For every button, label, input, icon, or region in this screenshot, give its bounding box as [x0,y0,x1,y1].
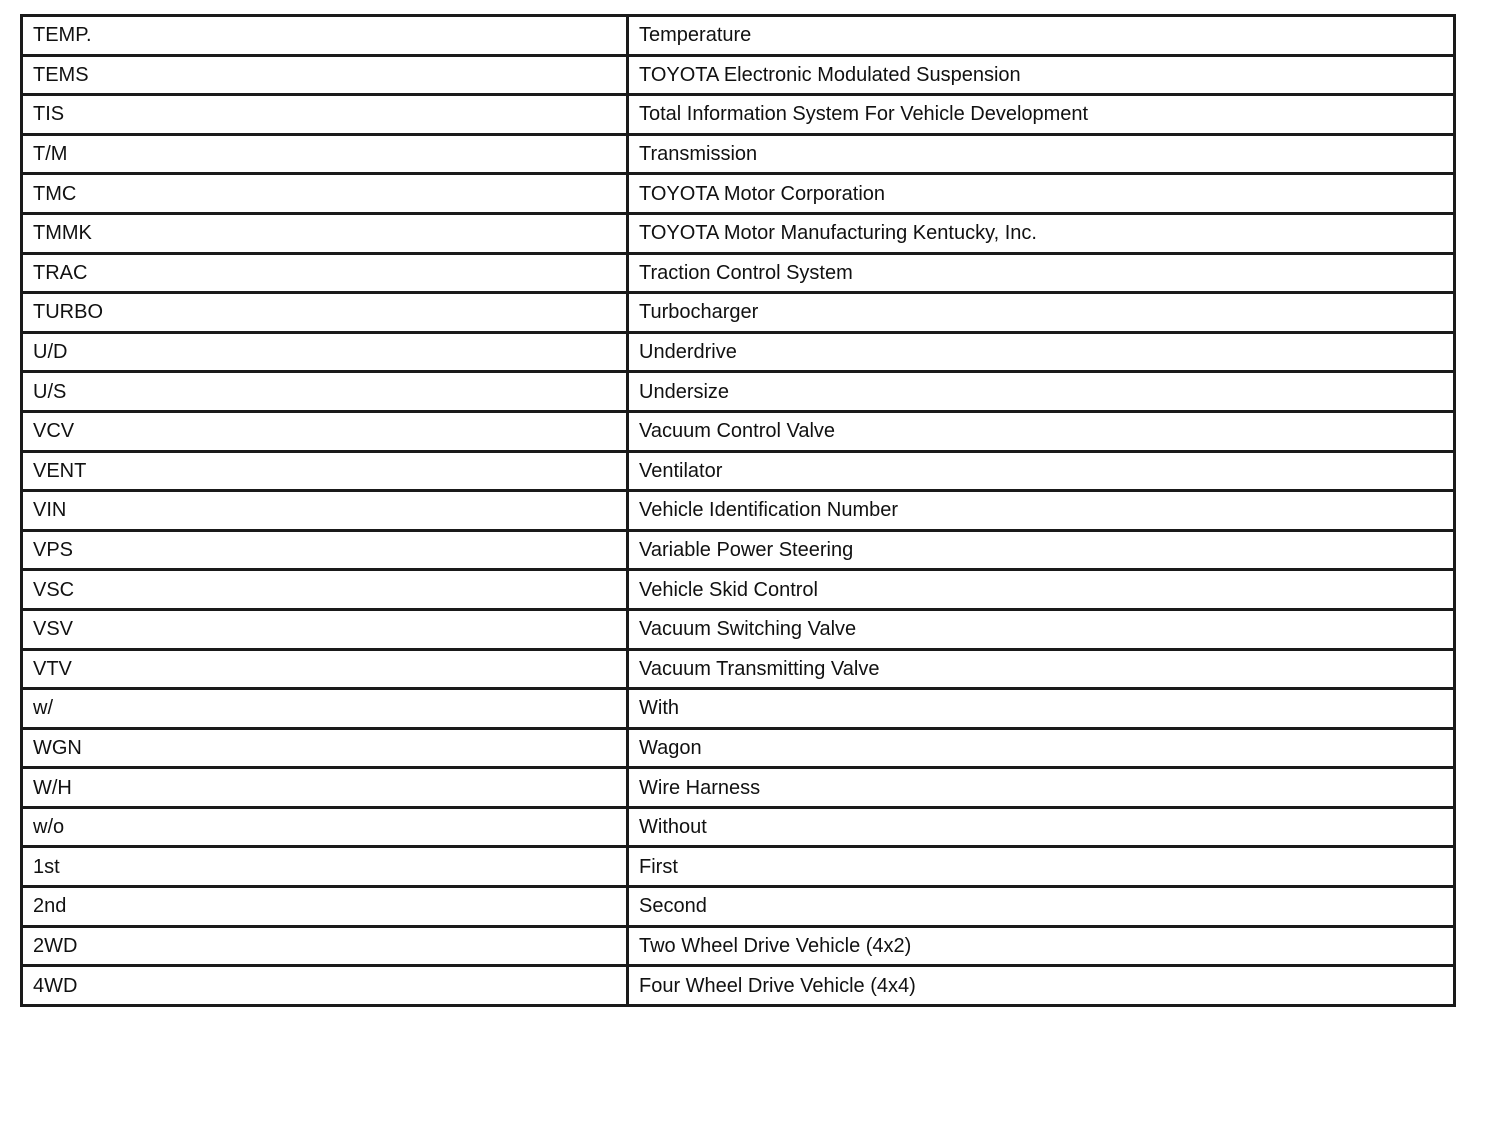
abbreviation-cell: TEMP. [22,16,628,56]
meaning-cell: TOYOTA Electronic Modulated Suspension [628,55,1455,95]
table-row [22,530,1455,570]
meaning-cell: Without [628,807,1455,847]
meaning-cell: Total Information System For Vehicle Development [628,95,1455,135]
abbreviation-cell: WGN [22,728,628,768]
table-row [22,134,1455,174]
meaning-cell: Vacuum Switching Valve [628,609,1455,649]
abbreviation-cell: TRAC [22,253,628,293]
abbreviation-cell: U/S [22,372,628,412]
meaning-cell: Underdrive [628,332,1455,372]
abbreviation-cell: VIN [22,491,628,531]
meaning-cell: Vacuum Control Valve [628,411,1455,451]
abbreviation-cell: VPS [22,530,628,570]
abbreviation-cell: VCV [22,411,628,451]
meaning-cell: TOYOTA Motor Corporation [628,174,1455,214]
table-row [22,966,1455,1006]
table-row [22,807,1455,847]
abbreviation-cell: TMC [22,174,628,214]
abbreviation-cell: VSC [22,570,628,610]
table-row [22,293,1455,333]
abbreviation-cell: 2WD [22,926,628,966]
table-row [22,451,1455,491]
abbreviation-cell: 1st [22,847,628,887]
table-row [22,926,1455,966]
table-row [22,609,1455,649]
table-row [22,570,1455,610]
meaning-cell: Two Wheel Drive Vehicle (4x2) [628,926,1455,966]
meaning-cell: Traction Control System [628,253,1455,293]
abbreviation-cell: T/M [22,134,628,174]
table-row [22,332,1455,372]
abbreviation-cell: W/H [22,768,628,808]
meaning-cell: With [628,689,1455,729]
table-row [22,728,1455,768]
abbreviation-cell: w/ [22,689,628,729]
meaning-cell: Second [628,887,1455,927]
table-row [22,55,1455,95]
abbreviation-table [20,14,1456,1007]
table-row [22,174,1455,214]
table-row [22,649,1455,689]
table-row [22,95,1455,135]
table-row [22,253,1455,293]
table-row [22,16,1455,56]
meaning-cell: Vacuum Transmitting Valve [628,649,1455,689]
table-row [22,411,1455,451]
abbreviation-cell: TURBO [22,293,628,333]
table-row [22,887,1455,927]
table-row [22,213,1455,253]
table-row [22,372,1455,412]
abbreviation-cell: w/o [22,807,628,847]
abbreviation-cell: TIS [22,95,628,135]
table-row [22,768,1455,808]
abbreviation-cell: U/D [22,332,628,372]
abbreviation-cell: VENT [22,451,628,491]
meaning-cell: Vehicle Identification Number [628,491,1455,531]
meaning-cell: Wagon [628,728,1455,768]
table-row [22,491,1455,531]
meaning-cell: Variable Power Steering [628,530,1455,570]
table-row [22,689,1455,729]
abbreviation-cell: TEMS [22,55,628,95]
meaning-cell: First [628,847,1455,887]
meaning-cell: Turbocharger [628,293,1455,333]
meaning-cell: TOYOTA Motor Manufacturing Kentucky, Inc. [628,213,1455,253]
abbreviation-cell: VTV [22,649,628,689]
meaning-cell: Transmission [628,134,1455,174]
table-row [22,847,1455,887]
meaning-cell: Vehicle Skid Control [628,570,1455,610]
abbreviation-cell: 2nd [22,887,628,927]
abbreviation-cell: VSV [22,609,628,649]
meaning-cell: Ventilator [628,451,1455,491]
meaning-cell: Four Wheel Drive Vehicle (4x4) [628,966,1455,1006]
abbreviation-cell: TMMK [22,213,628,253]
meaning-cell: Temperature [628,16,1455,56]
meaning-cell: Undersize [628,372,1455,412]
abbreviation-table-container [20,14,1453,1007]
abbreviation-table-body [22,16,1455,1006]
meaning-cell: Wire Harness [628,768,1455,808]
abbreviation-cell: 4WD [22,966,628,1006]
